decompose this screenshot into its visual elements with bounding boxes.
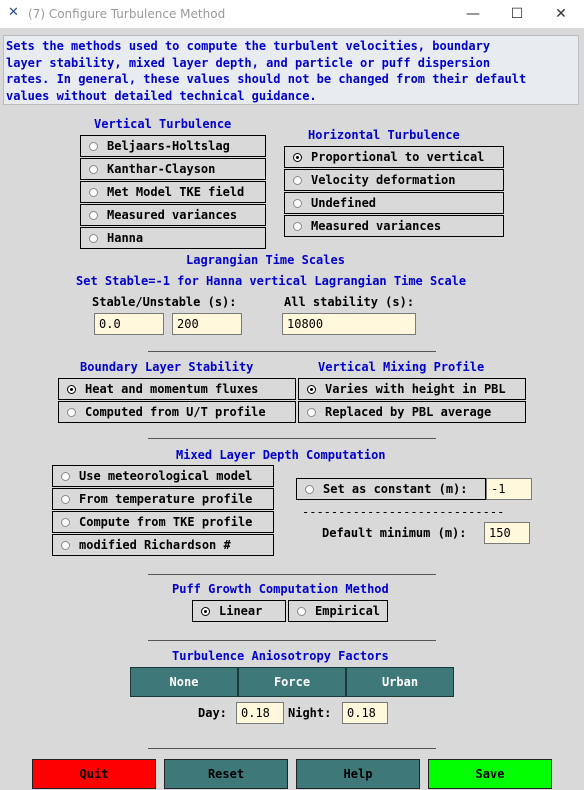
vertical-mixing-title: Vertical Mixing Profile: [318, 360, 485, 374]
night-input[interactable]: 0.18: [342, 702, 388, 724]
radio-modified-richardson[interactable]: modified Richardson #: [52, 534, 274, 556]
radio-dot-icon: [305, 485, 314, 494]
radio-linear[interactable]: Linear: [192, 600, 286, 622]
radio-dot-icon: [89, 234, 98, 243]
divider: [148, 351, 436, 352]
radio-heat-momentum-fluxes[interactable]: Heat and momentum fluxes: [58, 378, 296, 400]
radio-dot-icon: [297, 607, 306, 616]
stable-input[interactable]: 0.0: [94, 313, 164, 335]
radio-measured-variances-horizontal[interactable]: Measured variances: [284, 215, 504, 237]
radio-dot-icon: [201, 607, 210, 616]
radio-replaced-by-pbl-average[interactable]: Replaced by PBL average: [298, 401, 526, 423]
description-text: Sets the methods used to compute the turbulent velocities, boundary layer stability, mixed layer depth, and particle or puff dispersion rates. In general, these values should not be changed from their default values without detailed technical guidance.: [3, 35, 579, 105]
minimize-icon[interactable]: —: [466, 6, 480, 22]
radio-dot-icon: [89, 188, 98, 197]
divider: [148, 438, 436, 439]
radio-dot-icon: [89, 142, 98, 151]
radio-kanthar-clayson[interactable]: Kanthar-Clayson: [80, 158, 266, 180]
radio-from-temperature-profile[interactable]: From temperature profile: [52, 488, 274, 510]
radio-empirical[interactable]: Empirical: [288, 600, 388, 622]
mixed-layer-title: Mixed Layer Depth Computation: [176, 448, 386, 462]
stable-unstable-label: Stable/Unstable (s):: [92, 295, 237, 309]
radio-dot-icon: [293, 153, 302, 162]
title-bar: [0, 0, 584, 28]
lagrangian-note: Set Stable=-1 for Hanna vertical Lagrangian Time Scale: [76, 274, 467, 288]
radio-dot-icon: [89, 211, 98, 220]
constant-depth-input[interactable]: -1: [486, 478, 532, 500]
radio-dot-icon: [307, 408, 316, 417]
quit-button[interactable]: Quit: [32, 759, 156, 789]
default-minimum-label: Default minimum (m):: [322, 526, 467, 540]
all-stability-label: All stability (s):: [284, 295, 415, 309]
radio-use-met-model[interactable]: Use meteorological model: [52, 465, 274, 487]
dashed-separator: ----------------------------: [302, 505, 505, 519]
radio-dot-icon: [293, 222, 302, 231]
radio-dot-icon: [67, 408, 76, 417]
radio-dot-icon: [293, 199, 302, 208]
radio-met-model-tke[interactable]: Met Model TKE field: [80, 181, 266, 203]
default-minimum-input[interactable]: 150: [484, 522, 530, 544]
none-button[interactable]: None: [130, 667, 238, 697]
radio-proportional-to-vertical[interactable]: Proportional to vertical: [284, 146, 504, 168]
divider: [148, 640, 436, 641]
radio-varies-with-height[interactable]: Varies with height in PBL: [298, 378, 526, 400]
lagrangian-title: Lagrangian Time Scales: [186, 253, 345, 267]
divider: [148, 748, 436, 749]
day-input[interactable]: 0.18: [236, 702, 284, 724]
close-icon[interactable]: ✕: [555, 6, 567, 22]
force-button[interactable]: Force: [238, 667, 346, 697]
radio-dot-icon: [89, 165, 98, 174]
radio-computed-ut-profile[interactable]: Computed from U/T profile: [58, 401, 296, 423]
radio-dot-icon: [61, 541, 70, 550]
anisotropy-title: Turbulence Aniosotropy Factors: [172, 649, 389, 663]
radio-velocity-deformation[interactable]: Velocity deformation: [284, 169, 504, 191]
save-button[interactable]: Save: [428, 759, 552, 789]
radio-compute-from-tke[interactable]: Compute from TKE profile: [52, 511, 274, 533]
divider: [148, 574, 436, 575]
boundary-layer-title: Boundary Layer Stability: [80, 360, 254, 374]
app-icon: ✕: [8, 5, 19, 20]
unstable-input[interactable]: 200: [172, 313, 242, 335]
maximize-icon[interactable]: ☐: [510, 6, 524, 22]
radio-dot-icon: [293, 176, 302, 185]
radio-set-as-constant[interactable]: Set as constant (m):: [296, 478, 486, 500]
radio-measured-variances-vertical[interactable]: Measured variances: [80, 204, 266, 226]
radio-beljaars-holtslag[interactable]: Beljaars-Holtslag: [80, 135, 266, 157]
radio-dot-icon: [61, 518, 70, 527]
radio-dot-icon: [67, 385, 76, 394]
night-label: Night:: [288, 706, 332, 720]
help-button[interactable]: Help: [296, 759, 420, 789]
radio-dot-icon: [307, 385, 316, 394]
reset-button[interactable]: Reset: [164, 759, 288, 789]
day-label: Day:: [198, 706, 227, 720]
radio-dot-icon: [61, 472, 70, 481]
horizontal-turbulence-title: Horizontal Turbulence: [308, 128, 460, 142]
vertical-turbulence-title: Vertical Turbulence: [94, 117, 232, 131]
all-stability-input[interactable]: 10800: [282, 313, 416, 335]
urban-button[interactable]: Urban: [346, 667, 454, 697]
puff-growth-title: Puff Growth Computation Method: [172, 582, 389, 596]
window-title: (7) Configure Turbulence Method: [28, 7, 226, 21]
radio-undefined[interactable]: Undefined: [284, 192, 504, 214]
radio-hanna[interactable]: Hanna: [80, 227, 266, 249]
radio-dot-icon: [61, 495, 70, 504]
